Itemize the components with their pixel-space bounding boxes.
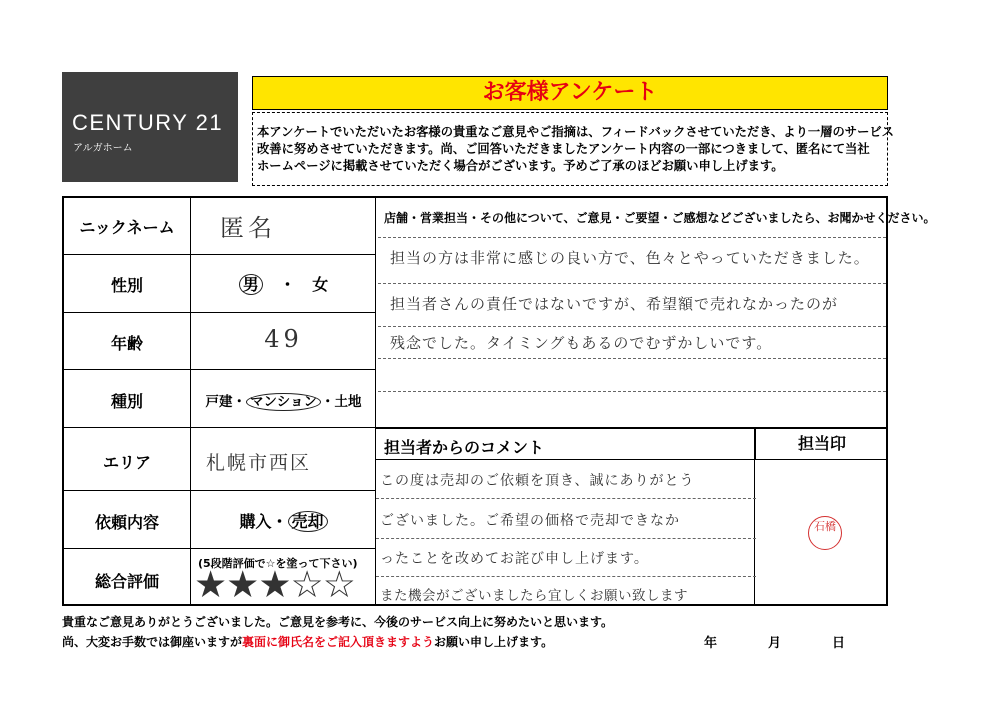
gender-female-option[interactable]: 女 — [312, 275, 329, 294]
gender-options[interactable] — [192, 272, 375, 295]
staff-comment-header — [376, 427, 756, 460]
stamp-heading: 担当印 — [756, 427, 888, 460]
customer-comment-line: 担当者さんの責任ではないですが、希望額で売れなかったのが — [390, 295, 839, 313]
ruled-line — [378, 283, 886, 284]
date-month-label: 月 — [768, 636, 782, 651]
intro-line: 本アンケートでいただいたお客様の貴重なご意見やご指摘は、フィードバックさせていただき、より一層のサービス — [257, 125, 894, 139]
ruled-line — [378, 237, 886, 238]
gender-label: 性別 — [110, 276, 143, 295]
divider — [64, 254, 375, 255]
divider — [64, 548, 375, 549]
ruled-line — [376, 498, 756, 499]
ruled-line — [378, 391, 886, 392]
ruled-line — [378, 358, 886, 359]
footer-request — [62, 633, 553, 650]
intro-line: ホームページに掲載させていただく場合がございます。予めご了承のほどお願い申し上げます。 — [257, 159, 784, 173]
type-land-option[interactable]: 土地 — [334, 394, 362, 410]
age-label: 年齢 — [110, 334, 143, 353]
divider — [375, 198, 376, 604]
customer-comment-line: 担当の方は非常に感じの良い方で、色々とやっていただきました。 — [390, 249, 870, 267]
divider — [64, 427, 375, 428]
type-condo-option[interactable]: マンション — [246, 393, 321, 411]
staff-seal-stamp: 石橋 — [808, 516, 842, 550]
star-filled-icon[interactable]: ★ — [226, 563, 259, 606]
star-filled-icon[interactable]: ★ — [258, 563, 291, 606]
survey-form — [62, 196, 936, 606]
logo-brand: CENTURY 21 — [72, 110, 224, 135]
divider — [190, 198, 191, 604]
nickname-label: ニックネーム — [79, 218, 175, 237]
divider — [64, 369, 375, 370]
ruled-line — [376, 576, 756, 577]
staff-comment-line: この度は売却のご依頼を頂き、誠にありがとう — [380, 473, 695, 489]
rating-note: (5段階評価で☆を塗って下さい) — [198, 557, 358, 570]
intro-text — [252, 112, 894, 186]
request-label: 依頼内容 — [94, 513, 159, 532]
footer-request-highlight: 裏面に御氏名をご記入頂きますよう — [242, 635, 435, 649]
separator: ・ — [279, 275, 296, 294]
rating-stars[interactable] — [194, 565, 355, 605]
star-empty-icon[interactable]: ☆ — [322, 563, 355, 606]
footer-request-text: お願い申し上げます。 — [434, 635, 554, 649]
star-empty-icon[interactable]: ☆ — [290, 563, 323, 606]
intro-line: 改善に努めさせていただきます。尚、ご回答いただきましたアンケート内容の一部につきまして、匿名にて当社 — [257, 142, 870, 156]
separator: ・ — [271, 512, 288, 531]
ruled-line — [376, 538, 756, 539]
footer-request-text: 尚、大変お手数では御座いますが — [62, 635, 243, 649]
nickname-value[interactable]: 匿名 — [220, 214, 276, 242]
staff-comment-heading: 担当者からのコメント — [384, 438, 545, 457]
request-sell-option[interactable]: 売却 — [288, 511, 328, 532]
survey-title-bar — [252, 76, 888, 110]
staff-comment-line: ったことを改めてお詫び申し上げます。 — [380, 551, 649, 567]
divider — [64, 312, 375, 313]
gender-male-option[interactable]: 男 — [239, 274, 263, 295]
type-house-option[interactable]: 戸建 — [205, 394, 233, 410]
separator: ・ — [320, 394, 335, 410]
request-buy-option[interactable]: 購入 — [239, 512, 272, 531]
survey-title: お客様アンケート — [482, 80, 658, 105]
request-options[interactable] — [192, 509, 375, 532]
date-day-label: 日 — [832, 636, 846, 651]
customer-comment-line: 残念でした。タイミングもあるのでむずかしいです。 — [390, 334, 773, 352]
type-label: 種別 — [110, 392, 143, 411]
area-value[interactable]: 札幌市西区 — [206, 452, 312, 474]
footer-thanks: 貴重なご意見ありがとうございました。ご意見を参考に、今後のサービス向上に努めたいと思います。 — [62, 615, 614, 629]
age-value[interactable]: 49 — [264, 325, 303, 353]
separator: ・ — [232, 394, 247, 410]
date-year-label: 年 — [704, 636, 718, 651]
area-label: エリア — [102, 453, 151, 472]
staff-comment-line: また機会がございましたら宜しくお願い致します — [380, 588, 688, 604]
star-filled-icon[interactable]: ★ — [194, 563, 227, 606]
type-options[interactable] — [192, 390, 375, 410]
rating-label: 総合評価 — [94, 572, 159, 591]
ruled-line — [378, 326, 886, 327]
divider — [64, 490, 375, 491]
century21-logo — [62, 72, 238, 182]
customer-comment-heading: 店舗・営業担当・その他について、ご意見・ご要望・ご感想などございましたら、お聞かせください。 — [384, 211, 936, 225]
staff-comment-line: ございました。ご希望の価格で売却できなか — [380, 513, 680, 529]
logo-subtitle: アルガホーム — [73, 143, 133, 154]
